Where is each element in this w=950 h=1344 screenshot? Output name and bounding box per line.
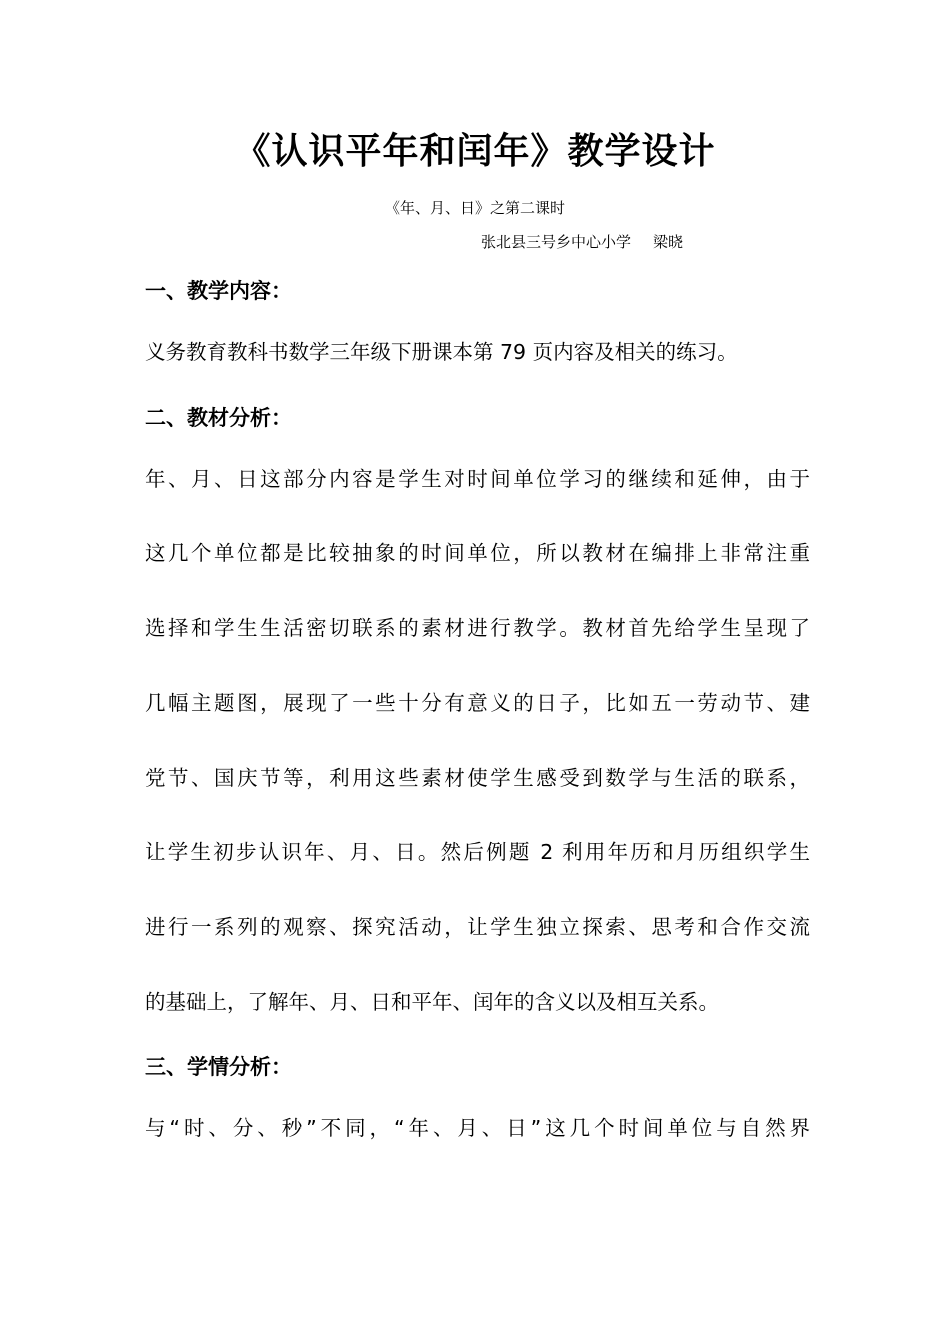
author-name: 梁晓 [653, 233, 684, 251]
paragraph-line: 的基础上，了解年、月、日和平年、闰年的含义以及相互关系。 [145, 990, 719, 1014]
paragraph-line: 年、月、日这部分内容是学生对时间单位学习的继续和延伸，由于 [145, 467, 810, 491]
paragraph-line: 进行一系列的观察、探究活动，让学生独立探索、思考和合作交流 [145, 915, 810, 939]
school-name: 张北县三号乡中心小学 [481, 233, 632, 251]
document-subtitle: 《年、月、日》之第二课时 [384, 199, 565, 217]
paragraph-line: 义务教育教科书数学三年级下册课本第 79 页内容及相关的练习。 [145, 340, 738, 364]
paragraph-line: 这几个单位都是比较抽象的时间单位，所以教材在编排上非常注重 [145, 541, 810, 565]
paragraph-line: 与“时、分、秒”不同，“年、月、日”这几个时间单位与自然界 [145, 1116, 810, 1140]
paragraph-line: 党节、国庆节等，利用这些素材使学生感受到数学与生活的联系， [145, 766, 810, 790]
section-heading-learner: 三、学情分析： [145, 1055, 292, 1079]
document-title: 《认识平年和闰年》教学设计 [234, 131, 716, 172]
paragraph-line: 选择和学生生活密切联系的素材进行教学。教材首先给学生呈现了 [145, 616, 810, 640]
section-heading-content: 一、教学内容： [145, 279, 292, 303]
author-line [481, 232, 683, 252]
section-heading-analysis: 二、教材分析： [145, 406, 292, 430]
paragraph-line: 几幅主题图，展现了一些十分有意义的日子，比如五一劳动节、建 [145, 691, 810, 715]
paragraph-line: 让学生初步认识年、月、日。然后例题 2 利用年历和月历组织学生 [145, 840, 810, 864]
